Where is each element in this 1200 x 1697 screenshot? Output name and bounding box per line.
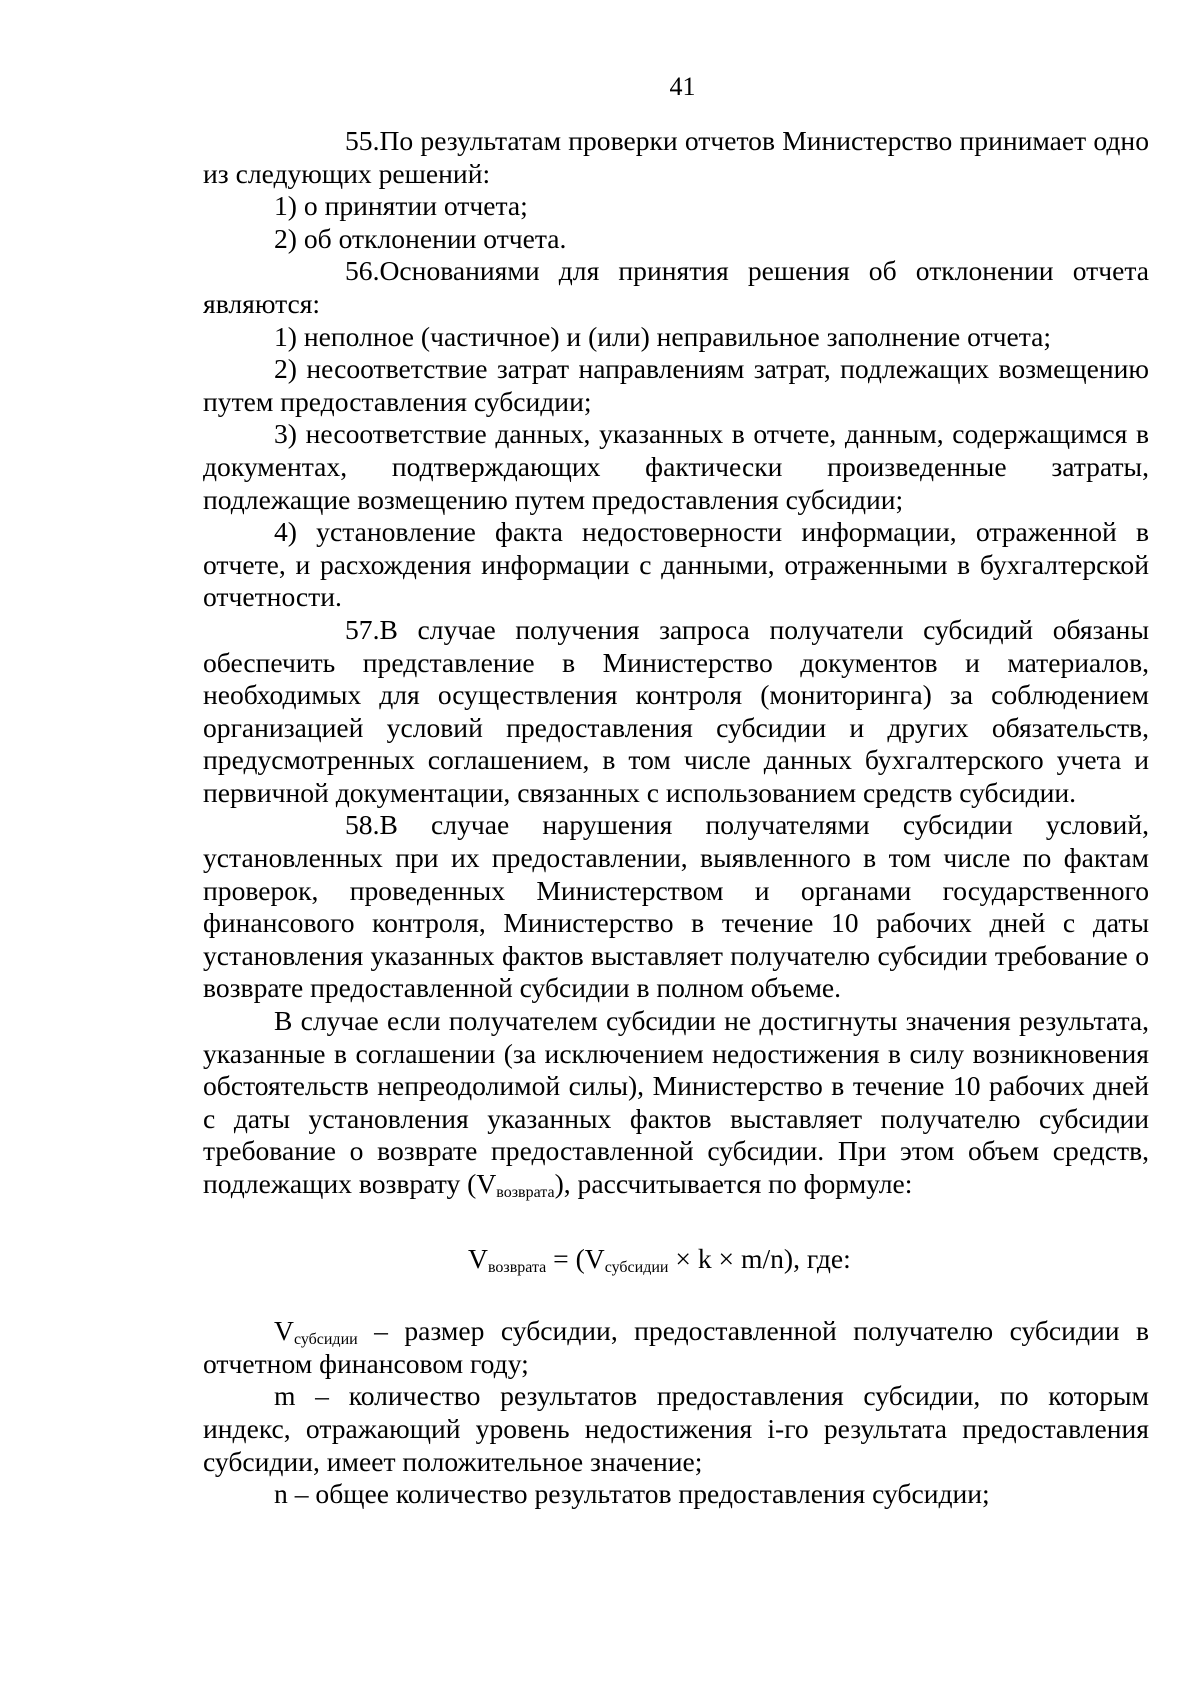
paragraph-number: 55. <box>345 125 380 156</box>
refund-formula <box>203 1201 1149 1316</box>
paragraph-number: 57. <box>345 613 380 645</box>
paragraph-text: Основаниями для принятия решения об отклонении отчета являются: <box>203 255 1149 319</box>
definition-v-subsidy <box>203 1315 1149 1380</box>
definition-subscript: субсидии <box>293 1331 358 1349</box>
paragraph-text: В случае получения запроса получатели субсидий обязаны обеспечить представление в Министерство документов и материалов, необходимых для осуществления контроля (мониторинга) за соблюдением организацией условий предоставления субсидии и других обязательств, предусмотренных соглашением, в том числе данных бухгалтерского учета и первичной документации, связанных с использованием средств субсидии. <box>203 613 1149 808</box>
paragraph-58-refund <box>203 1005 1149 1201</box>
list-item-55-1: 1) о принятии отчета; <box>274 190 528 222</box>
paragraph-number: 58. <box>345 809 380 841</box>
list-item-56-1: 1) неполное (частичное) и (или) неправильное заполнение отчета; <box>274 320 1052 352</box>
paragraph-58 <box>203 809 1149 1005</box>
paragraph-text: В случае если получателем субсидии не достигнуты значения результата, указанные в соглашении (за исключением недостижения в силу возникновения обстоятельств непреодолимой силы), Министерство в течение 10 рабочих дней с даты установления указанных фактов выставляет получателю субсидии требование о возврате предоставленной субсидии. При этом объем средств, подлежащих возврату (V <box>203 1005 1149 1199</box>
list-item-56-4: 4) установление факта недостоверности информации, отраженной в отчете, и расхождения информации с данными, отраженными в бухгалтерской отчетности. <box>203 516 1149 613</box>
definition-n: n – общее количество результатов предоставления субсидии; <box>274 1478 990 1510</box>
paragraph-55 <box>203 125 1149 190</box>
definition-text: – размер субсидии, предоставленной получателю субсидии в отчетном финансовом году; <box>203 1315 1149 1379</box>
paragraph-text: По результатам проверки отчетов Министерство принимает одно из следующих решений: <box>203 125 1149 189</box>
subscript: возврата <box>496 1184 555 1201</box>
list-item-56-2: 2) несоответствие затрат направлениям затрат, подлежащих возмещению путем предоставления субсидии; <box>203 353 1149 417</box>
list-item-56-3: 3) несоответствие данных, указанных в отчете, данным, содержащимся в документах, подтверждающих фактически произведенные затраты, подлежащие возмещению путем предоставления субсидии; <box>203 418 1149 515</box>
paragraph-56 <box>203 255 1149 320</box>
list-item-55-2: 2) об отклонении отчета. <box>274 222 567 254</box>
paragraph-text: В случае нарушения получателями субсидии условий, установленных при их предоставлении, выявленного в том числе по фактам проверок, проведенных Министерством и органами государственного финансового контроля, Министерство в течение 10 рабочих дней с даты установления указанных фактов выставляет получателю субсидии требование о возврате предоставленной субсидии в полном объеме. <box>203 809 1149 1004</box>
definition-m: m – количество результатов предоставления субсидии, по которым индекс, отражающий уровень недостижения i-го результата предоставления субсидии, имеет положительное значение; <box>203 1380 1149 1477</box>
paragraph-57 <box>203 614 1149 810</box>
paragraph-text-end: ), рассчитывается по формуле: <box>554 1168 913 1199</box>
document-body <box>203 125 1149 1511</box>
formula-subscript: субсидии <box>604 1258 669 1276</box>
definition-var: V <box>274 1315 294 1347</box>
formula-var: V <box>468 1242 488 1274</box>
page-number: 41 <box>669 72 696 101</box>
paragraph-number: 56. <box>345 255 380 287</box>
formula-rest: × k × m/n), где: <box>668 1242 851 1274</box>
formula-eq: = (V <box>546 1242 605 1274</box>
formula-subscript: возврата <box>487 1258 547 1276</box>
